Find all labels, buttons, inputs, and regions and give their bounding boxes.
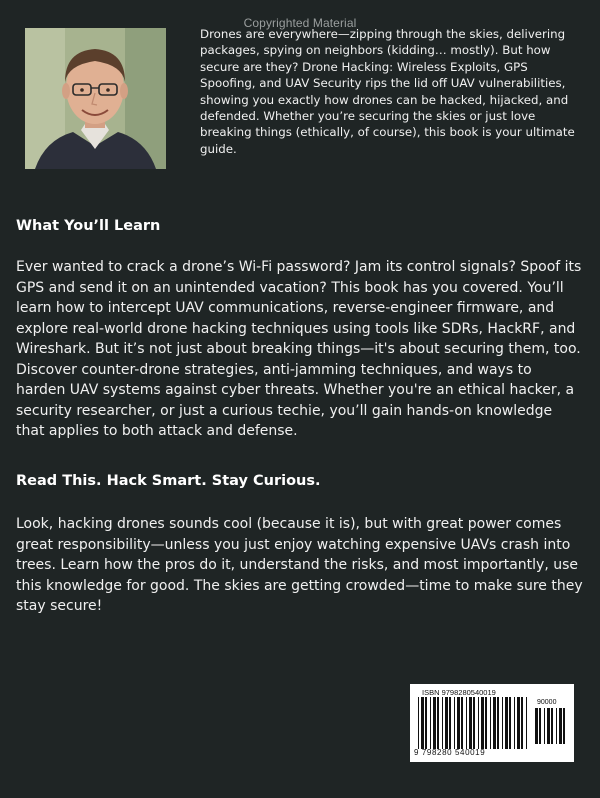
author-photo bbox=[25, 28, 166, 169]
author-portrait-image bbox=[25, 28, 166, 169]
barcode-bars bbox=[418, 697, 530, 749]
paragraph-what-youll-learn: Ever wanted to crack a drone’s Wi-Fi password? Jam its control signals? Spoof its GPS and send it on an unintended vacation? This book has you covered. You’ll learn how to intercept UAV communications, reverse-engineer firmware, and explore real-world drone hacking techniques using tools like SDRs, HackRF, and Wireshark. But it’s not just about breaking things—it's about securing them, too. Discover counter-drone strategies, anti-jamming techniques, and ways to harden UAV systems against cyber threats. Whether you're an ethical hacker, a security researcher, or just a curious techie, you’ll gain hands-on knowledge that applies to both attack and defense. bbox=[16, 259, 582, 439]
price-barcode-bars bbox=[535, 708, 569, 744]
isbn-digits: 9 798280 540019 bbox=[414, 748, 486, 757]
price-code: 90000 bbox=[537, 699, 557, 706]
heading-read-this: Read This. Hack Smart. Stay Curious. bbox=[16, 473, 321, 489]
isbn-barcode bbox=[410, 684, 574, 762]
paragraph-read-this: Look, hacking drones sounds cool (because it is), but with great power comes great responsibility—unless you just enjoy watching expensive UAVs crash into trees. Learn how the pros do it, understand the risks, and most importantly, use this knowledge for good. The skies are getting crowded—time to make sure they stay secure! bbox=[16, 516, 583, 614]
isbn-label: ISBN 9798280540019 bbox=[422, 688, 496, 697]
watermark-top: Copyrighted Material bbox=[243, 16, 357, 30]
heading-what-youll-learn: What You’ll Learn bbox=[16, 218, 161, 234]
author-bio: Drones are everywhere—zipping through the skies, delivering packages, spying on neighbors (kidding… mostly). But how secure are they? Drone Hacking: Wireless Exploits, GPS Spoofing, and UAV Security rips the lid off UAV vulnerabilities, showing you exactly how drones can be hacked, hijacked, and defended. Whether you’re securing the skies or just love breaking things (ethically, of course), this book is your ultimate guide. bbox=[200, 27, 575, 156]
